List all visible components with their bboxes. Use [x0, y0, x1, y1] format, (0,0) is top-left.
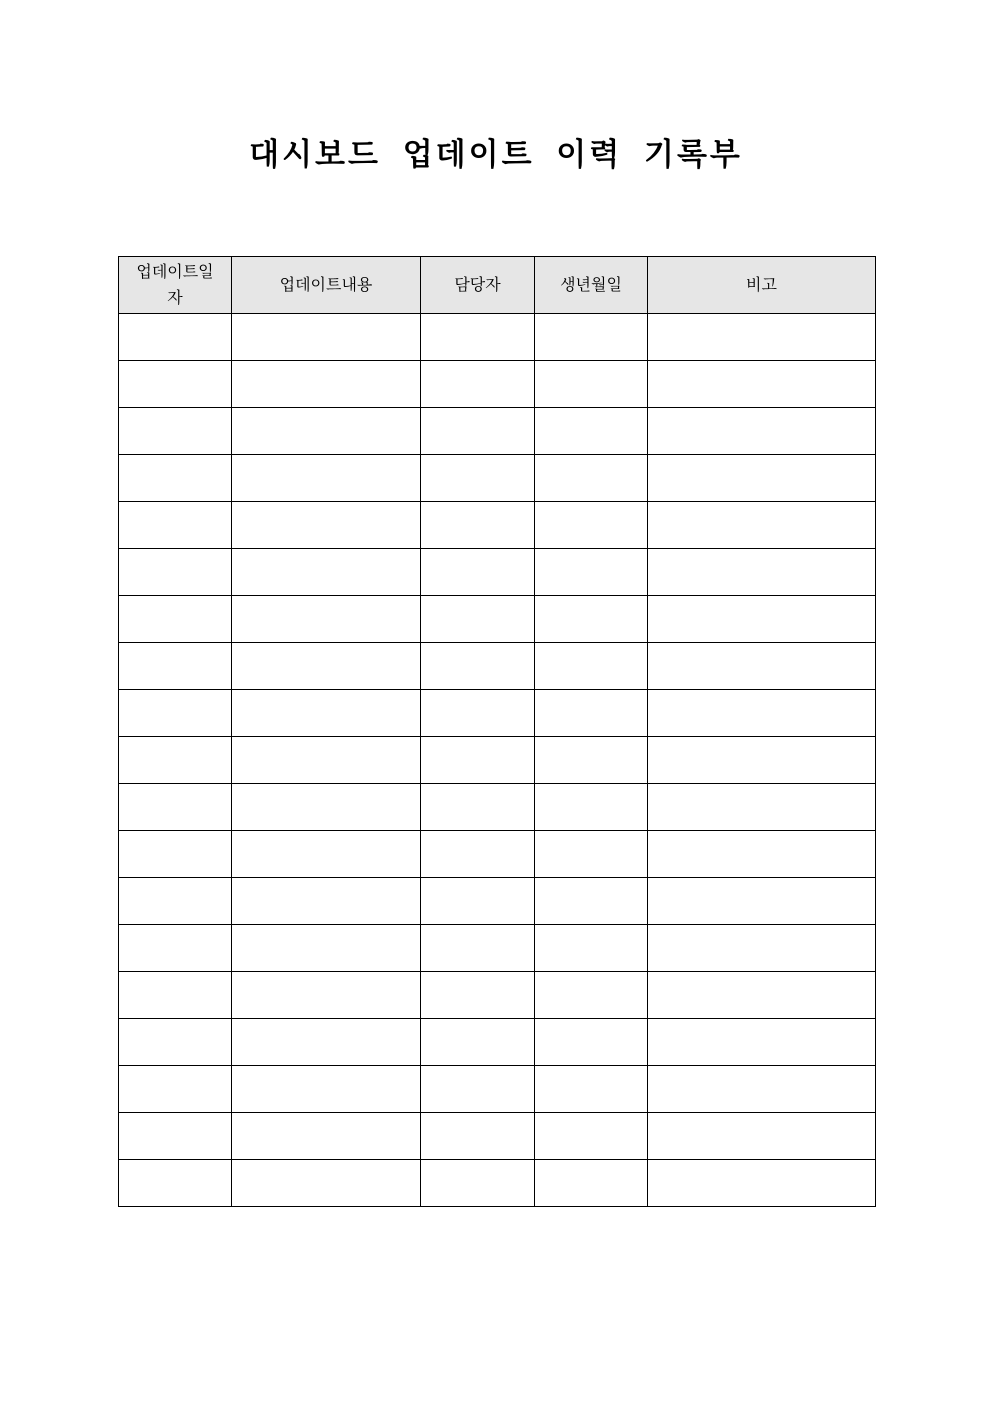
- person-in-charge-cell[interactable]: [421, 455, 535, 502]
- header-update-content: 업데이트내용: [232, 257, 421, 314]
- remarks-cell[interactable]: [648, 643, 876, 690]
- header-birth-date: 생년월일: [535, 257, 648, 314]
- person-in-charge-cell[interactable]: [421, 408, 535, 455]
- table-body: [119, 314, 876, 1207]
- update-content-cell[interactable]: [232, 549, 421, 596]
- birth-date-cell[interactable]: [535, 1066, 648, 1113]
- remarks-cell[interactable]: [648, 737, 876, 784]
- update-content-cell[interactable]: [232, 643, 421, 690]
- person-in-charge-cell[interactable]: [421, 549, 535, 596]
- header-update-date: 업데이트일자: [119, 257, 232, 314]
- person-in-charge-cell[interactable]: [421, 1113, 535, 1160]
- update-content-cell[interactable]: [232, 972, 421, 1019]
- person-in-charge-cell[interactable]: [421, 1019, 535, 1066]
- update-date-cell[interactable]: [119, 878, 232, 925]
- remarks-cell[interactable]: [648, 408, 876, 455]
- remarks-cell[interactable]: [648, 1019, 876, 1066]
- person-in-charge-cell[interactable]: [421, 1066, 535, 1113]
- table-row: [119, 1019, 876, 1066]
- table-row: [119, 784, 876, 831]
- update-content-cell[interactable]: [232, 784, 421, 831]
- table-row: [119, 1113, 876, 1160]
- table-row: [119, 455, 876, 502]
- person-in-charge-cell[interactable]: [421, 314, 535, 361]
- table-row: [119, 1160, 876, 1207]
- update-content-cell[interactable]: [232, 1160, 421, 1207]
- update-date-cell[interactable]: [119, 596, 232, 643]
- remarks-cell[interactable]: [648, 596, 876, 643]
- birth-date-cell[interactable]: [535, 972, 648, 1019]
- birth-date-cell[interactable]: [535, 925, 648, 972]
- update-date-cell[interactable]: [119, 1113, 232, 1160]
- remarks-cell[interactable]: [648, 1113, 876, 1160]
- person-in-charge-cell[interactable]: [421, 643, 535, 690]
- remarks-cell[interactable]: [648, 878, 876, 925]
- person-in-charge-cell[interactable]: [421, 737, 535, 784]
- update-date-cell[interactable]: [119, 1160, 232, 1207]
- update-content-cell[interactable]: [232, 1066, 421, 1113]
- update-date-cell[interactable]: [119, 784, 232, 831]
- remarks-cell[interactable]: [648, 784, 876, 831]
- birth-date-cell[interactable]: [535, 690, 648, 737]
- update-content-cell[interactable]: [232, 1113, 421, 1160]
- person-in-charge-cell[interactable]: [421, 972, 535, 1019]
- remarks-cell[interactable]: [648, 831, 876, 878]
- update-date-cell[interactable]: [119, 972, 232, 1019]
- birth-date-cell[interactable]: [535, 361, 648, 408]
- person-in-charge-cell[interactable]: [421, 690, 535, 737]
- remarks-cell[interactable]: [648, 361, 876, 408]
- remarks-cell[interactable]: [648, 455, 876, 502]
- table-row: [119, 690, 876, 737]
- birth-date-cell[interactable]: [535, 1160, 648, 1207]
- update-history-table: [118, 256, 876, 1207]
- birth-date-cell[interactable]: [535, 1113, 648, 1160]
- header-remarks: 비고: [648, 257, 876, 314]
- update-content-cell[interactable]: [232, 361, 421, 408]
- table-row: [119, 596, 876, 643]
- remarks-cell[interactable]: [648, 549, 876, 596]
- update-content-cell[interactable]: [232, 314, 421, 361]
- update-date-cell[interactable]: [119, 408, 232, 455]
- update-content-cell[interactable]: [232, 831, 421, 878]
- remarks-cell[interactable]: [648, 690, 876, 737]
- page-title: 대시보드 업데이트 이력 기록부: [249, 137, 743, 173]
- person-in-charge-cell[interactable]: [421, 596, 535, 643]
- update-content-cell[interactable]: [232, 737, 421, 784]
- person-in-charge-cell[interactable]: [421, 925, 535, 972]
- birth-date-cell[interactable]: [535, 878, 648, 925]
- person-in-charge-cell[interactable]: [421, 878, 535, 925]
- table-row: [119, 831, 876, 878]
- update-date-cell[interactable]: [119, 314, 232, 361]
- person-in-charge-cell[interactable]: [421, 784, 535, 831]
- birth-date-cell[interactable]: [535, 831, 648, 878]
- birth-date-cell[interactable]: [535, 737, 648, 784]
- birth-date-cell[interactable]: [535, 408, 648, 455]
- table-row: [119, 972, 876, 1019]
- remarks-cell[interactable]: [648, 972, 876, 1019]
- birth-date-cell[interactable]: [535, 549, 648, 596]
- person-in-charge-cell[interactable]: [421, 831, 535, 878]
- person-in-charge-cell[interactable]: [421, 502, 535, 549]
- update-date-cell[interactable]: [119, 1019, 232, 1066]
- table-header-row: [119, 257, 876, 314]
- table-row: [119, 408, 876, 455]
- table-row: [119, 549, 876, 596]
- update-content-cell[interactable]: [232, 596, 421, 643]
- person-in-charge-cell[interactable]: [421, 361, 535, 408]
- remarks-cell[interactable]: [648, 1066, 876, 1113]
- update-content-cell[interactable]: [232, 878, 421, 925]
- update-content-cell[interactable]: [232, 502, 421, 549]
- table-row: [119, 925, 876, 972]
- table-row: [119, 643, 876, 690]
- birth-date-cell[interactable]: [535, 502, 648, 549]
- update-date-cell[interactable]: [119, 1066, 232, 1113]
- remarks-cell[interactable]: [648, 925, 876, 972]
- birth-date-cell[interactable]: [535, 1019, 648, 1066]
- table-row: [119, 361, 876, 408]
- birth-date-cell[interactable]: [535, 455, 648, 502]
- table-row: [119, 737, 876, 784]
- birth-date-cell[interactable]: [535, 784, 648, 831]
- update-date-cell[interactable]: [119, 361, 232, 408]
- birth-date-cell[interactable]: [535, 596, 648, 643]
- update-date-cell[interactable]: [119, 737, 232, 784]
- birth-date-cell[interactable]: [535, 314, 648, 361]
- header-person-in-charge: 담당자: [421, 257, 535, 314]
- table-row: [119, 314, 876, 361]
- update-content-cell[interactable]: [232, 408, 421, 455]
- birth-date-cell[interactable]: [535, 643, 648, 690]
- table-row: [119, 878, 876, 925]
- update-content-cell[interactable]: [232, 690, 421, 737]
- update-content-cell[interactable]: [232, 925, 421, 972]
- update-date-cell[interactable]: [119, 690, 232, 737]
- update-date-cell[interactable]: [119, 831, 232, 878]
- update-content-cell[interactable]: [232, 455, 421, 502]
- update-date-cell[interactable]: [119, 643, 232, 690]
- update-date-cell[interactable]: [119, 549, 232, 596]
- remarks-cell[interactable]: [648, 1160, 876, 1207]
- table-row: [119, 1066, 876, 1113]
- update-date-cell[interactable]: [119, 502, 232, 549]
- remarks-cell[interactable]: [648, 314, 876, 361]
- update-date-cell[interactable]: [119, 455, 232, 502]
- update-date-cell[interactable]: [119, 925, 232, 972]
- person-in-charge-cell[interactable]: [421, 1160, 535, 1207]
- update-content-cell[interactable]: [232, 1019, 421, 1066]
- remarks-cell[interactable]: [648, 502, 876, 549]
- table-row: [119, 502, 876, 549]
